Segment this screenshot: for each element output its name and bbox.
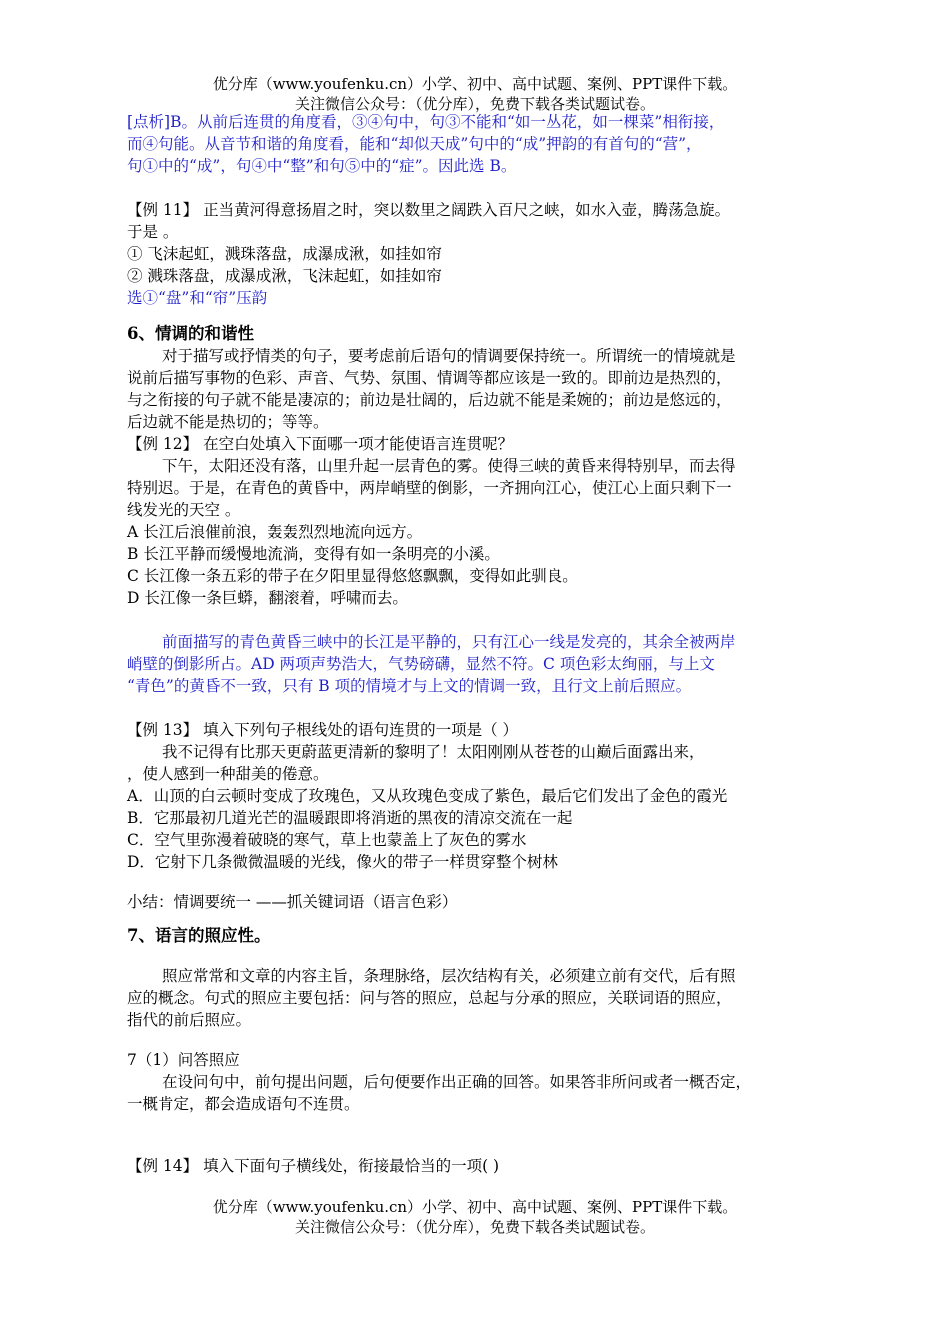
example-11-answer: 选①“盘”和“帘”压韵 (127, 289, 268, 307)
example-12-option-a: A 长江后浪催前浪，轰轰烈烈地流向远方。 (127, 523, 423, 541)
example-13 (127, 719, 843, 873)
example-13-passage-line: ，使人感到一种甜美的倦意。 (127, 765, 329, 783)
example-12-analysis (127, 631, 843, 697)
example-11 (127, 199, 843, 309)
example-14-stem: 【例 14】 填入下面句子横线处，衔接最恰当的一项( ) (127, 1157, 500, 1175)
analysis-line: 峭壁的倒影所占。AD 两项声势浩大，气势磅礴，显然不符。C 项色彩太绚丽，与上文 (127, 655, 715, 673)
section-6-para-line: 对于描写或抒情类的句子，要考虑前后语句的情调要保持统一。所谓统一的情境就是 (162, 347, 736, 365)
example-13-option-d: D．它射下几条微微温暖的光线，像火的带子一样贯穿整个树林 (127, 853, 558, 871)
analysis-line: 句①中的“成”，句④中“整”和句⑤中的“症”。因此选 B。 (127, 157, 517, 175)
document-body (127, 111, 843, 1177)
example-13-passage-line: 我不记得有比那天更蔚蓝更清新的黎明了！太阳刚刚从苍苍的山巅后面露出来， (162, 743, 705, 761)
example-12-passage-line: 特别迟。于是，在青色的黄昏中，两岸峭壁的倒影，一齐拥向江心，使江心上面只剩下一 (127, 479, 732, 497)
section-7-para-line: 应的概念。句式的照应主要包括：问与答的照应，总起与分承的照应，关联词语的照应， (127, 989, 732, 1007)
section-6-para-line: 后边就不能是热切的；等等。 (127, 413, 329, 431)
example-10-analysis (127, 111, 843, 177)
section-7-para-line: 指代的前后照应。 (127, 1011, 252, 1029)
example-12-passage-line: 下午，太阳还没有落，山里升起一层青色的雾。使得三峡的黄昏来得特别早，而去得 (162, 457, 736, 475)
summary-line: 小结：情调要统一 ——抓关键词语（语言色彩） (127, 893, 458, 911)
example-12-option-b: B 长江平静而缓慢地流淌，变得有如一条明亮的小溪。 (127, 545, 500, 563)
section-7-para-line: 照应常常和文章的内容主旨，条理脉络，层次结构有关，必须建立前有交代，后有照 (162, 967, 736, 985)
example-13-stem: 【例 13】 填入下列句子根线处的语句连贯的一项是（ ） (127, 721, 519, 739)
page-footer (0, 1197, 950, 1237)
example-13-option-c: C．空气里弥漫着破晓的寒气，草上也蒙盖上了灰色的雾水 (127, 831, 527, 849)
example-11-option-2: ② 溅珠落盘，成瀑成湫，飞沫起虹，如挂如帘 (127, 267, 442, 285)
example-12 (127, 433, 843, 697)
example-11-option-1: ① 飞沫起虹，溅珠落盘，成瀑成湫，如挂如帘 (127, 245, 442, 263)
example-13-option-a: A．山顶的白云顿时变成了玫瑰色，又从玫瑰色变成了紫色，最后它们发出了金色的霞光 (127, 787, 728, 805)
section-6-para-line: 说前后描写事物的色彩、声音、气势、氛围、情调等都应该是一致的。即前边是热烈的， (127, 369, 732, 387)
example-12-option-d: D 长江像一条巨蟒，翻滚着，呼啸而去。 (127, 589, 408, 607)
example-12-passage-line: 线发光的天空 。 (127, 501, 241, 519)
analysis-line: 前面描写的青色黄昏三峡中的长江是平静的，只有江心一线是发亮的，其余全被两岸 (162, 633, 736, 651)
analysis-line: “青色”的黄昏不一致，只有 B 项的情境才与上文的情调一致，且行文上前后照应。 (127, 677, 692, 695)
section-7 (127, 925, 843, 1115)
footer-line-2: 关注微信公众号：（优分库），免费下载各类试题试卷。 (294, 1218, 655, 1236)
analysis-line: 而④句能。从音节和谐的角度看，能和“却似天成”句中的“成”押韵的有首句的“营”， (127, 135, 702, 153)
example-12-option-c: C 长江像一条五彩的带子在夕阳里显得悠悠飘飘，变得如此驯良。 (127, 567, 578, 585)
example-11-blank-line: 于是 。 (127, 223, 179, 241)
page-header (0, 74, 950, 114)
section-6-para-line: 与之衔接的句子就不能是凄凉的；前边是壮阔的，后边就不能是柔婉的；前边是悠远的， (127, 391, 732, 409)
section-7-subtitle: 7（1）问答照应 (127, 1051, 240, 1069)
example-13-option-b: B．它那最初几道光芒的温暖跟即将消逝的黑夜的清凉交流在一起 (127, 809, 573, 827)
section-7-sub-para-line: 在设问句中，前句提出问题，后句便要作出正确的回答。如果答非所问或者一概否定， (162, 1073, 752, 1091)
header-line-2: 关注微信公众号：（优分库），免费下载各类试题试卷。 (294, 95, 655, 113)
example-12-stem: 【例 12】 在空白处填入下面哪一项才能使语言连贯呢？ (127, 435, 514, 453)
header-line-1: 优分库（www.youfenku.cn）小学、初中、高中试题、案例、PPT课件下载。 (212, 75, 738, 93)
section-6 (127, 323, 843, 433)
section-7-sub-para-line: 一概肯定，都会造成语句不连贯。 (127, 1095, 360, 1113)
section-6-title: 6、情调的和谐性 (127, 324, 254, 343)
footer-line-1: 优分库（www.youfenku.cn）小学、初中、高中试题、案例、PPT课件下载。 (212, 1198, 738, 1216)
example-11-stem: 【例 11】 正当黄河得意扬眉之时，突以数里之阔跌入百尺之峡，如水入壶，腾荡急旋。 (127, 201, 731, 219)
section-7-title: 7、语言的照应性。 (127, 926, 271, 945)
analysis-line: [点析]B。从前后连贯的角度看，③④句中，句③不能和“如一丛花，如一棵菜”相衔接， (127, 113, 725, 131)
